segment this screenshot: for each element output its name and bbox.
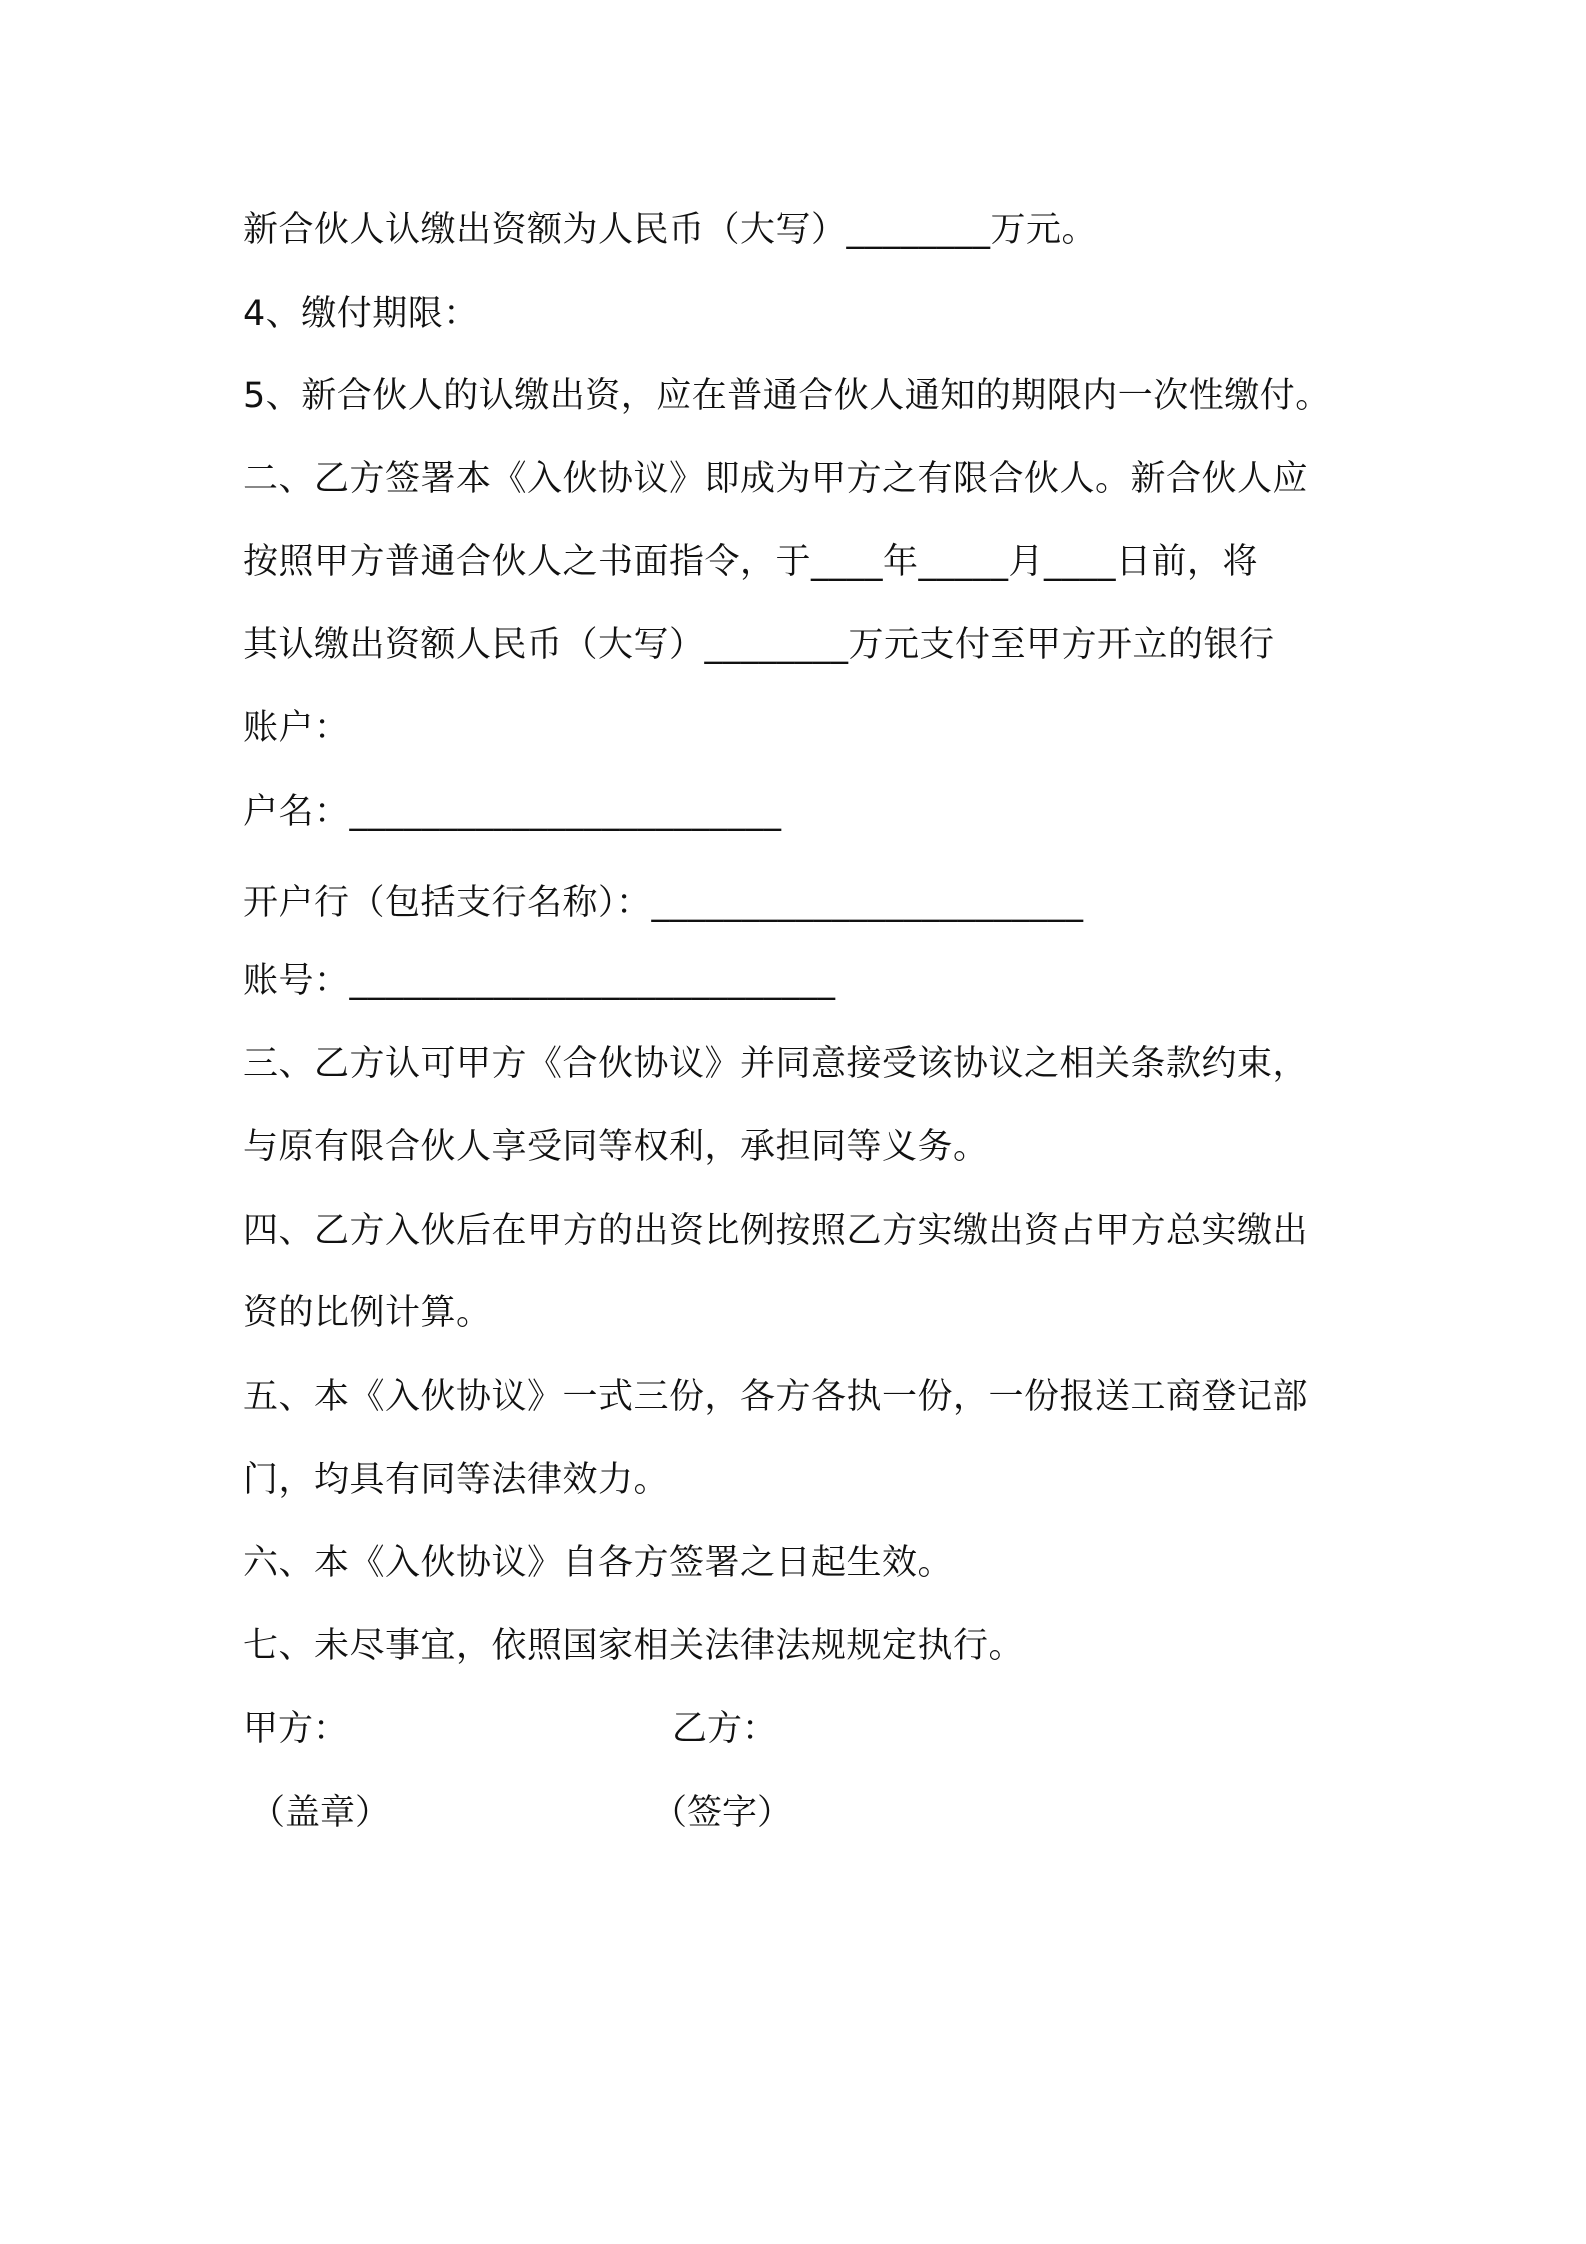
account-name-field: 户名：________________________ xyxy=(243,792,782,832)
clause-five-line-1: 五、本《入伙协议》一式三份，各方各执一份，一份报送工商登记部 xyxy=(243,1377,1309,1417)
account-number-field: 账号：___________________________ xyxy=(243,961,836,1001)
clause-payment-term: 4、缴付期限： xyxy=(243,294,479,334)
bank-branch-field: 开户行（包括支行名称）：________________________ xyxy=(243,883,1084,923)
party-a-seal-note: （盖章） xyxy=(250,1793,391,1833)
party-b-label: 乙方： xyxy=(672,1709,778,1749)
clause-three-line-1: 三、乙方认可甲方《合伙协议》并同意接受该协议之相关条款约束， xyxy=(243,1044,1309,1084)
clause-six: 六、本《入伙协议》自各方签署之日起生效。 xyxy=(243,1543,954,1583)
clause-seven: 七、未尽事宜，依照国家相关法律法规规定执行。 xyxy=(243,1626,1025,1666)
clause-two-line-3: 其认缴出资额人民币（大写）________万元支付至甲方开立的银行 xyxy=(243,625,1275,665)
clause-five-line-2: 门，均具有同等法律效力。 xyxy=(243,1460,670,1500)
clause-two-line-1: 二、乙方签署本《入伙协议》即成为甲方之有限合伙人。新合伙人应 xyxy=(243,459,1309,499)
party-a-label: 甲方： xyxy=(243,1709,349,1749)
clause-one-time-payment: 5、新合伙人的认缴出资，应在普通合伙人通知的期限内一次性缴付。 xyxy=(243,376,1331,416)
clause-two-line-4: 账户： xyxy=(243,708,350,748)
clause-four-line-2: 资的比例计算。 xyxy=(243,1293,492,1333)
clause-four-line-1: 四、乙方入伙后在甲方的出资比例按照乙方实缴出资占甲方总实缴出 xyxy=(243,1211,1309,1251)
party-b-sign-note: （签字） xyxy=(652,1793,793,1833)
clause-two-line-2: 按照甲方普通合伙人之书面指令，于____年_____月____日前，将 xyxy=(243,542,1259,582)
clause-three-line-2: 与原有限合伙人享受同等权利，承担同等义务。 xyxy=(243,1127,989,1167)
clause-capital-amount: 新合伙人认缴出资额为人民币（大写）________万元。 xyxy=(243,210,1098,250)
